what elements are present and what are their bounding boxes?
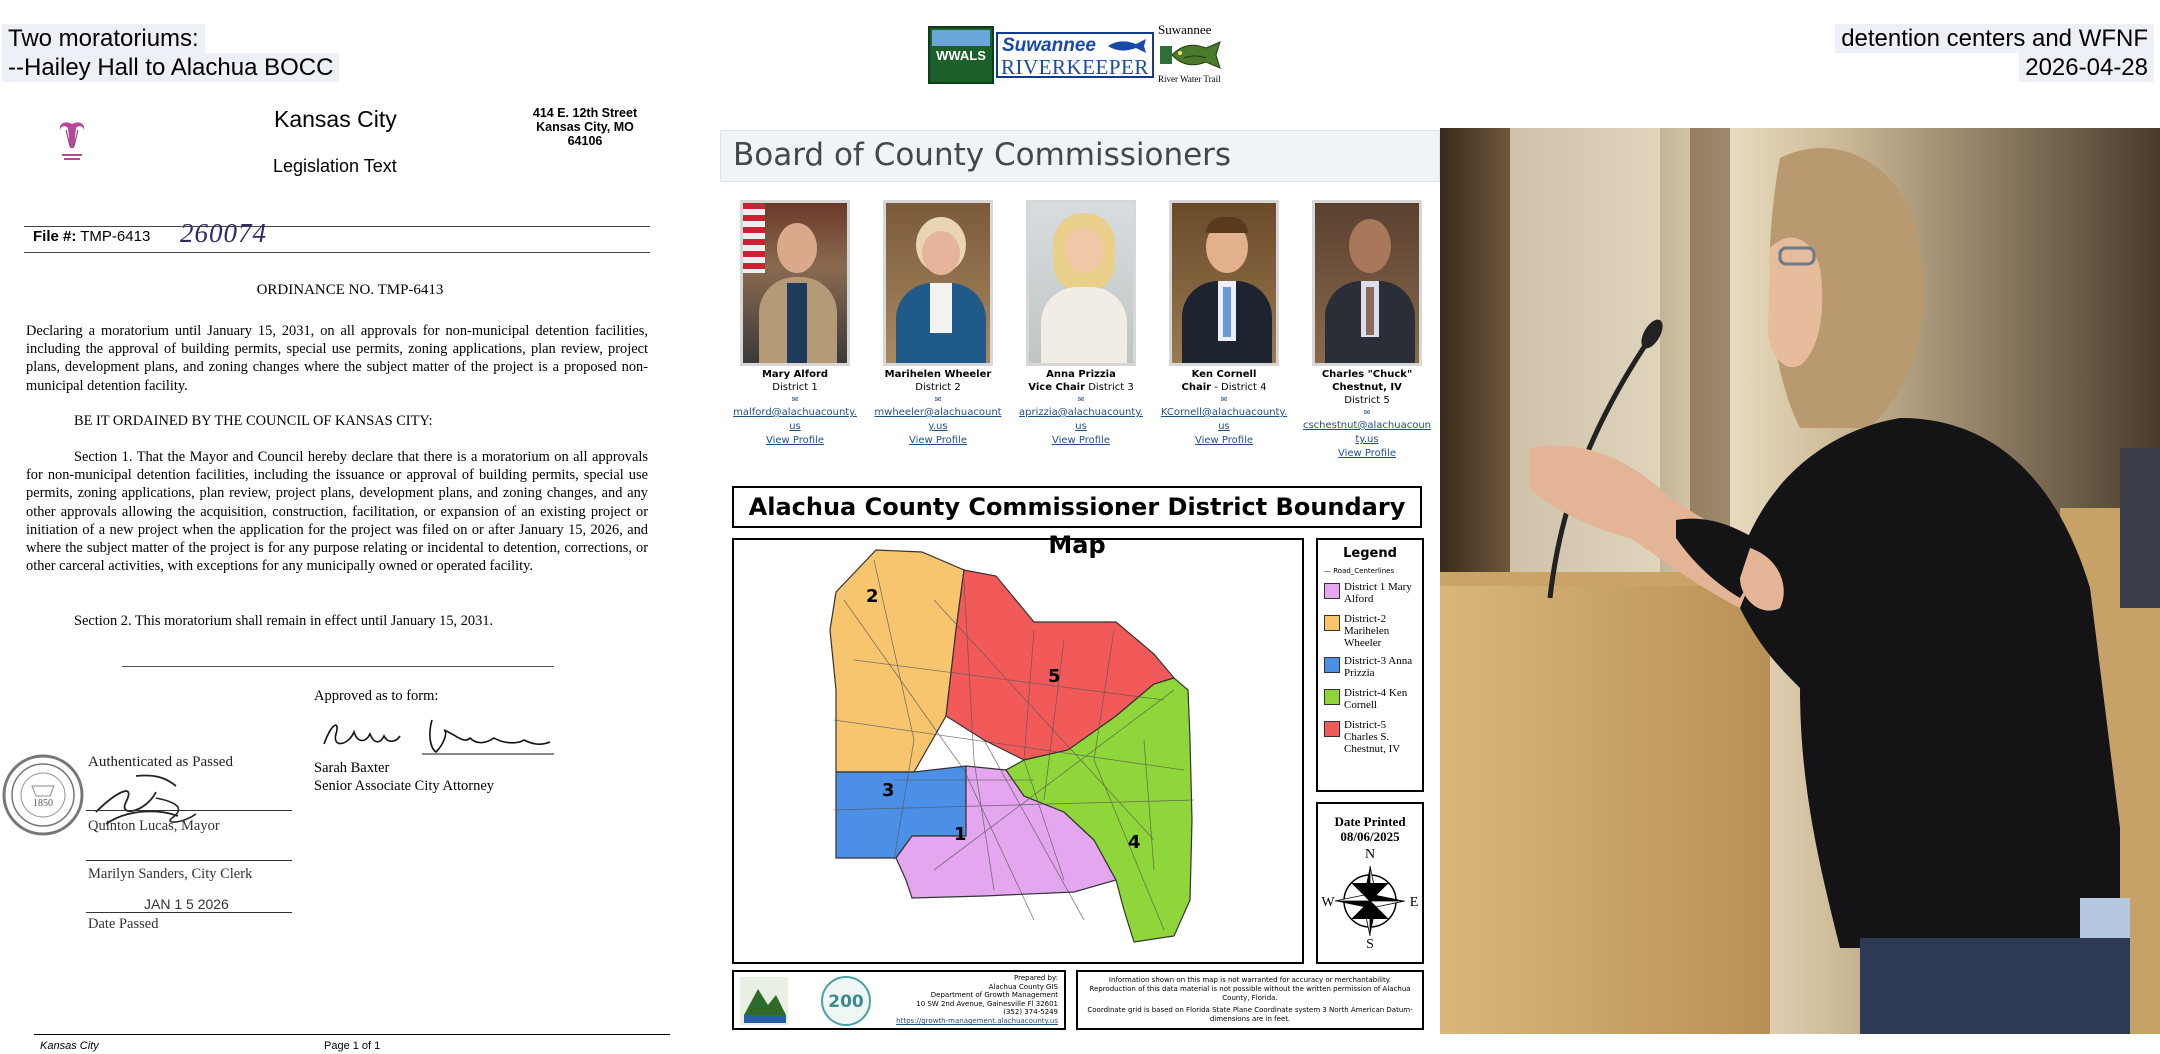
prepared-by-line: (352) 374-5249 bbox=[1003, 1008, 1058, 1017]
legend-item bbox=[1322, 613, 1422, 649]
commissioner-photo bbox=[1312, 200, 1422, 366]
legend-swatch bbox=[1324, 721, 1340, 737]
commissioner-district bbox=[1302, 394, 1432, 407]
legend-item-label: District-3 Anna Prizzia bbox=[1344, 655, 1413, 679]
commissioner-name: Charles "Chuck" Chestnut, IV bbox=[1321, 369, 1413, 393]
view-profile-link[interactable]: View Profile bbox=[1051, 435, 1110, 446]
commissioner-card bbox=[730, 200, 860, 448]
view-profile-link[interactable]: View Profile bbox=[1194, 435, 1253, 446]
caption-right-line2: 2026-04-28 bbox=[2019, 53, 2154, 82]
commissioner-name: Marihelen Wheeler bbox=[884, 369, 992, 380]
commissioner-card bbox=[873, 200, 1003, 448]
commissioner-district bbox=[730, 381, 860, 394]
kansas-city-ordinance bbox=[0, 96, 700, 1054]
divider bbox=[86, 810, 292, 811]
commissioner-name: Anna Prizzia bbox=[1046, 369, 1116, 380]
wwals-logo-text: WWALS bbox=[936, 48, 986, 63]
caption-right bbox=[1835, 24, 2154, 82]
envelope-icon[interactable]: ✉ bbox=[1077, 395, 1085, 404]
date-printed-label: Date Printed bbox=[1334, 814, 1406, 829]
footer-page: Page 1 of 1 bbox=[324, 1040, 381, 1052]
commissioner-district-label: - District 4 bbox=[1211, 382, 1267, 393]
legend-item-label: District-2 Marihelen Wheeler bbox=[1344, 613, 1390, 649]
doc-address bbox=[510, 106, 660, 148]
address-line-2: Kansas City, MO bbox=[536, 120, 634, 134]
commissioner-email-link[interactable]: mwheeler@alachuacounty.us bbox=[874, 407, 1002, 432]
envelope-icon[interactable]: ✉ bbox=[1220, 395, 1228, 404]
anniversary-number: 200 bbox=[828, 992, 864, 1012]
suwannee-riverkeeper-logo bbox=[996, 32, 1154, 78]
commissioner-photo bbox=[1026, 200, 1136, 366]
commissioner-role: Vice Chair bbox=[1028, 382, 1086, 393]
seal-year: 1850 bbox=[33, 798, 53, 809]
divider bbox=[122, 666, 554, 667]
district-3-label: 3 bbox=[882, 780, 895, 801]
doc-type: Legislation Text bbox=[273, 156, 397, 176]
legend-item bbox=[1322, 655, 1422, 681]
legend-swatch bbox=[1324, 615, 1340, 631]
commissioner-role: Chair bbox=[1181, 382, 1212, 393]
prepared-by-text bbox=[896, 974, 1058, 1026]
clerk-line: Marilyn Sanders, City Clerk bbox=[88, 866, 253, 882]
legend-swatch bbox=[1324, 657, 1340, 673]
footer-city: Kansas City bbox=[40, 1040, 99, 1052]
commissioner-district-label: District 5 bbox=[1344, 395, 1390, 406]
prepared-by-line: Alachua County GIS bbox=[988, 982, 1058, 991]
commissioner-name: Mary Alford bbox=[761, 369, 829, 380]
envelope-icon[interactable]: ✉ bbox=[934, 395, 942, 404]
doc-city-title: Kansas City bbox=[274, 106, 397, 132]
divider bbox=[86, 860, 292, 861]
compass-n: N bbox=[1364, 847, 1376, 862]
legend-item-label: District-5 Charles S. Chestnut, IV bbox=[1344, 719, 1401, 755]
caption-left-line1: Two moratoriums: bbox=[2, 24, 205, 53]
ordinance-number-heading: ORDINANCE NO. TMP-6413 bbox=[256, 282, 444, 298]
date-printed-box bbox=[1316, 802, 1424, 964]
prepared-by-line: Department of Growth Management bbox=[930, 991, 1058, 1000]
prepared-by-url-link[interactable]: https://growth-management.alachuacounty.us bbox=[896, 1016, 1058, 1025]
view-profile-link[interactable]: View Profile bbox=[908, 435, 967, 446]
commissioner-email-link[interactable]: KCornell@alachuacounty.us bbox=[1160, 407, 1288, 432]
disclaimer-line: Information shown on this map is not warranted for accuracy or merchantability. bbox=[1108, 976, 1392, 984]
view-profile-link[interactable]: View Profile bbox=[765, 435, 824, 446]
district-map bbox=[732, 538, 1304, 964]
alachua-county-logo bbox=[738, 975, 790, 1027]
commissioner-email-link[interactable]: aprizzia@alachuacounty.us bbox=[1019, 407, 1143, 432]
attorney-title: Senior Associate City Attorney bbox=[314, 778, 495, 794]
commissioner-email-link[interactable]: malford@alachuacounty.us bbox=[733, 407, 857, 432]
legend-item bbox=[1322, 687, 1422, 713]
declaring-paragraph: Declaring a moratorium until January 15, 2031, on all approvals for non-municipal detention facilities, including the approval of building permits, special use permits, zoning applications, plan review, project plans, development plans, and zoning changes where the subject matter of the project is a proposed non-municipal detention facility. bbox=[26, 323, 648, 394]
section-1: Section 1. That the Mayor and Council hereby declare that there is a moratorium on all approvals for non-municipal detention facilities, including the issuance or approval of building permits, special use permits, zoning applications, plan review, project plans, development plans, and zoning changes, and any other approvals allowing the acquisition, construction, facilitation, or expansion of an existing project or initiation of a new project when the application for the project was filed on or after January 15, 2026, and where the subject matter of the project is for any purpose relating or incidental to detention, corrections, or other carceral activities, with exceptions for any municipally owned or operated facility. bbox=[26, 449, 648, 575]
disclaimer-box bbox=[1076, 970, 1424, 1030]
map-title: Alachua County Commissioner District Boundary Map bbox=[732, 486, 1422, 528]
address-line-3: 64106 bbox=[567, 134, 603, 148]
prepared-by-line: 10 SW 2nd Avenue, Gainesville Fl 32601 bbox=[916, 999, 1058, 1008]
board-title: Board of County Commissioners bbox=[720, 130, 1440, 182]
commissioner-photo bbox=[740, 200, 850, 366]
commissioner-card bbox=[1302, 200, 1432, 461]
attorney-name: Sarah Baxter bbox=[314, 760, 390, 776]
view-profile-link[interactable]: View Profile bbox=[1337, 448, 1396, 459]
speaker-at-podium-image bbox=[1440, 128, 2160, 1034]
ordained-line: BE IT ORDAINED BY THE COUNCIL OF KANSAS CITY: bbox=[74, 413, 433, 429]
district-5-label: 5 bbox=[1048, 666, 1061, 687]
commissioner-photo bbox=[1169, 200, 1279, 366]
legend-road-label: Road_Centerlines bbox=[1333, 567, 1395, 575]
commissioner-district bbox=[873, 381, 1003, 394]
envelope-icon[interactable]: ✉ bbox=[1363, 408, 1371, 417]
alachua-county-panel bbox=[718, 128, 1440, 1054]
file-number: TMP-6413 bbox=[80, 228, 151, 245]
commissioner-email-link[interactable]: cschestnut@alachuacounty.us bbox=[1302, 420, 1432, 445]
district-2-region bbox=[830, 550, 964, 772]
compass-e: E bbox=[1409, 895, 1419, 910]
commissioner-photo bbox=[883, 200, 993, 366]
legend-swatch bbox=[1324, 689, 1340, 705]
district-map-graphic bbox=[734, 540, 1302, 962]
divider bbox=[86, 912, 292, 913]
authenticated-label: Authenticated as Passed bbox=[88, 754, 233, 770]
fish-icon bbox=[1106, 38, 1150, 54]
address-line-1: 414 E. 12th Street bbox=[532, 106, 638, 120]
commissioner-district-label: District 2 bbox=[915, 382, 961, 393]
file-number-row bbox=[33, 228, 150, 245]
legend-item-label: District 1 Mary Alford bbox=[1344, 581, 1412, 605]
speaker-photo bbox=[1440, 128, 2160, 1034]
mayor-line: Quinton Lucas, Mayor bbox=[88, 818, 220, 834]
riverkeeper-logo-bottom: RIVERKEEPER bbox=[1001, 55, 1149, 79]
legend-road-item: — Road_Centerlines bbox=[1324, 567, 1395, 575]
compass-rose-icon bbox=[1318, 844, 1422, 954]
divider bbox=[24, 252, 650, 253]
river-water-trail-logo bbox=[1158, 22, 1228, 88]
legend-swatch bbox=[1324, 583, 1340, 599]
commissioner-district bbox=[1159, 381, 1289, 394]
district-1-label: 1 bbox=[954, 824, 967, 845]
legend-item bbox=[1322, 719, 1422, 755]
district-2-label: 2 bbox=[866, 586, 879, 607]
commissioner-name: Ken Cornell bbox=[1191, 369, 1257, 380]
approved-as-to-form: Approved as to form: bbox=[314, 688, 439, 704]
handwritten-ordinance-number: 260074 bbox=[180, 218, 267, 248]
district-4-label: 4 bbox=[1128, 832, 1141, 853]
bicentennial-logo bbox=[818, 975, 874, 1027]
kansas-city-fountain-logo bbox=[56, 118, 88, 166]
prepared-by-box bbox=[732, 970, 1066, 1030]
legend-title: Legend bbox=[1343, 546, 1397, 561]
trail-logo-top: Suwannee bbox=[1158, 22, 1212, 37]
commissioner-card bbox=[1159, 200, 1289, 448]
city-seal bbox=[2, 754, 84, 836]
commissioner-district-label: District 1 bbox=[772, 382, 818, 393]
trail-logo-bottom: River Water Trail bbox=[1158, 74, 1221, 84]
footer-divider bbox=[34, 1034, 670, 1035]
riverkeeper-logo-top: Suwannee bbox=[1002, 35, 1096, 56]
caption-right-line1: detention centers and WFNF bbox=[1835, 24, 2154, 53]
logo-strip bbox=[928, 22, 1228, 88]
disclaimer-line: Reproduction of this data material is not possible without the written permission of Alachua County, Florida. bbox=[1089, 985, 1411, 1002]
file-label: File #: bbox=[33, 228, 77, 245]
caption-left bbox=[2, 24, 339, 82]
date-printed-value: 08/06/2025 bbox=[1340, 829, 1400, 844]
legend-item-label: District-4 Ken Cornell bbox=[1344, 687, 1408, 711]
envelope-icon[interactable]: ✉ bbox=[791, 395, 799, 404]
disclaimer-line: Coordinate grid is based on Florida State Plane Coordinate system 3 North American Datum-dimensions are in feet. bbox=[1087, 1006, 1413, 1023]
section-2: Section 2. This moratorium shall remain in effect until January 15, 2031. bbox=[74, 613, 494, 629]
date-passed-stamp: JAN 1 5 2026 bbox=[144, 896, 229, 912]
wwals-logo bbox=[928, 26, 994, 84]
map-legend bbox=[1316, 538, 1424, 792]
commissioner-card bbox=[1016, 200, 1146, 448]
attorney-signature bbox=[318, 714, 558, 760]
divider bbox=[24, 226, 650, 227]
prepared-by-line: Prepared by: bbox=[1014, 974, 1058, 982]
compass-w: W bbox=[1321, 895, 1335, 910]
compass-s: S bbox=[1366, 937, 1374, 952]
caption-left-line2: --Hailey Hall to Alachua BOCC bbox=[2, 53, 339, 82]
date-passed-label: Date Passed bbox=[88, 916, 159, 932]
bass-fish-icon bbox=[1160, 38, 1224, 72]
commissioner-district-label: District 3 bbox=[1088, 382, 1134, 393]
commissioner-district bbox=[1016, 381, 1146, 394]
legend-item bbox=[1322, 581, 1422, 607]
